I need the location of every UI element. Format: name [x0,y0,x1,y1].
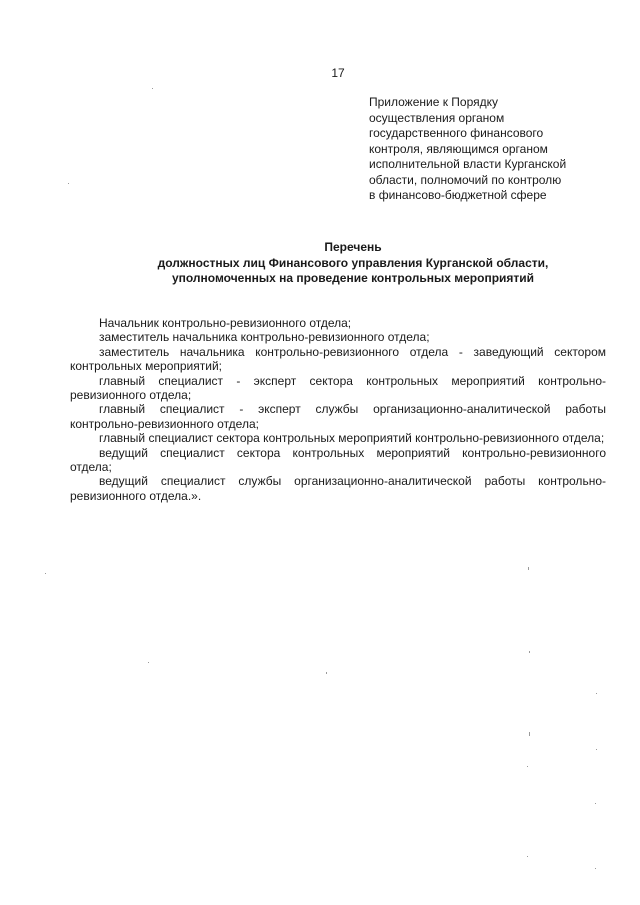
scan-speck [528,567,529,570]
appendix-header [369,95,609,204]
list-item-text: ревизионного отдела.». [70,488,202,503]
scan-speck [148,662,149,663]
scan-speck [68,183,69,184]
list-item [70,345,606,374]
list-item [70,431,606,445]
scan-speck [596,749,597,750]
scan-speck [326,672,327,674]
scan-speck [595,868,596,869]
list-item [70,330,606,344]
positions-list [70,316,606,503]
scan-speck [45,573,46,574]
scan-speck [596,693,597,694]
scan-speck [527,766,528,767]
page-number: 17 [331,66,345,80]
list-item [70,374,606,403]
appendix-line: осуществления органом [369,110,505,125]
title-line: Перечень [324,240,382,254]
list-item-text: ревизионного отдела; [70,388,192,403]
scan-speck [529,732,530,736]
title-line: уполномоченных на проведение контрольных мероприятий [171,271,535,285]
scan-speck [527,856,528,857]
list-item [70,446,606,475]
list-item [70,474,606,503]
title-line: должностных лиц Финансового управления Курганской области, [157,255,549,270]
list-item-text: контрольных мероприятий; [70,359,222,374]
list-item-text: главный специалист сектора контрольных мероприятий контрольно-ревизионного [99,431,560,446]
appendix-line: области, полномочий по контролю [369,172,562,187]
list-item [70,316,606,330]
list-item-text: Начальник контрольно-ревизионного отдела; [99,316,352,330]
appendix-line: Приложение к Порядку [369,95,499,109]
document-title [100,240,606,287]
list-item-text: ведущий специалист сектора контрольных мероприятий контрольно-ревизионного [99,445,606,460]
list-item-text: контрольно-ревизионного отдела; [70,416,259,431]
list-item-text: главный специалист - эксперт службы организационно-аналитической работы [99,402,606,417]
appendix-line: исполнительной власти Курганской [369,157,567,171]
list-item [70,402,606,431]
appendix-line: контроля, являющимся органом [369,141,548,156]
list-item-text: заместитель начальника контрольно-ревизионного отдела; [99,330,430,345]
list-item-text: главный специалист - эксперт сектора контрольных мероприятий контрольно- [99,373,606,388]
list-item-text: отдела; [562,431,605,446]
list-item-text: отдела; [70,460,112,475]
appendix-line: в финансово-бюджетной сфере [369,188,547,202]
list-item-text: заместитель начальника контрольно-ревизионного отдела - заведующий сектором [99,344,606,359]
list-item-text: ведущий специалист службы организационно-аналитической работы контрольно- [99,474,606,489]
appendix-line: государственного финансового [369,126,544,140]
scan-speck [529,651,530,653]
scan-speck [152,88,153,89]
scan-speck [595,803,596,804]
